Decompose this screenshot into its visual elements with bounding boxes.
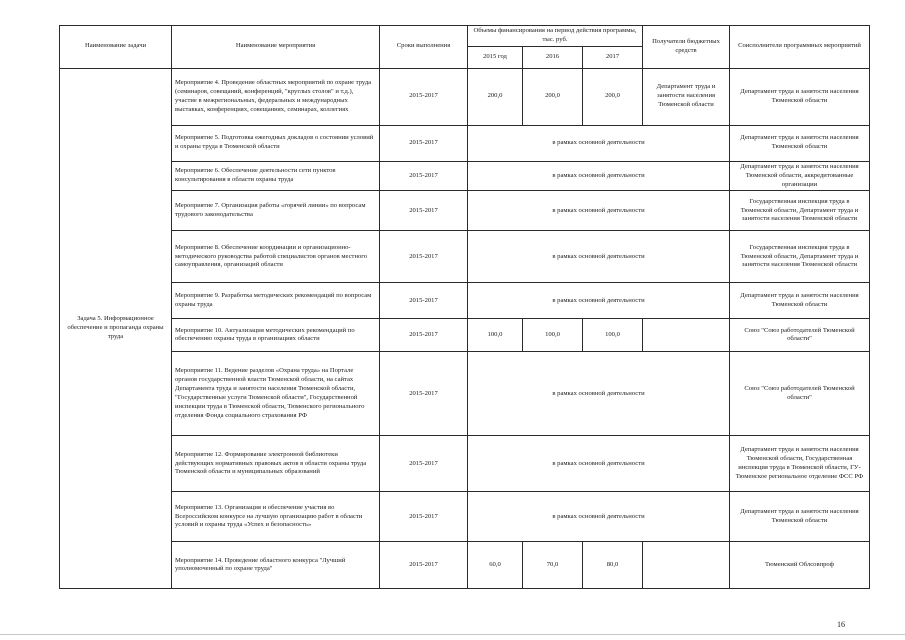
period-cell: 2015-2017 [380,161,468,191]
table-row [60,161,870,191]
funding-2015-cell: 200,0 [468,68,523,125]
table-row [60,231,870,283]
funding-2015-cell: 60,0 [468,542,523,589]
table-row [60,542,870,589]
activity-cell: Мероприятие 5. Подготовка ежегодных докладов о состоянии условий и охраны труда в Тюменской области [172,125,380,161]
table-row [60,352,870,436]
funding-2015-cell: 100,0 [468,319,523,352]
period-cell: 2015-2017 [380,125,468,161]
header-recipients: Получатели бюджетных средств [643,26,730,69]
funding-2016-cell: 70,0 [523,542,583,589]
period-cell: 2015-2017 [380,492,468,542]
header-activity-name: Наименование мероприятия [172,26,380,69]
executor-cell: Департамент труда и занятости населения Тюменской области [730,68,870,125]
funding-note-cell: в рамках основной деятельности [468,352,730,436]
period-cell: 2015-2017 [380,319,468,352]
header-task-name: Наименование задачи [60,26,172,69]
activity-cell: Мероприятие 12. Формирование электронной библиотеки действующих нормативных правовых актов в области охраны труда Тюменской области и муниципальных образований [172,436,380,492]
scan-edge-divider [0,634,905,635]
funding-note-cell: в рамках основной деятельности [468,191,730,231]
period-cell: 2015-2017 [380,191,468,231]
table-row [60,283,870,319]
funding-note-cell: в рамках основной деятельности [468,436,730,492]
activity-cell: Мероприятие 14. Проведение областного конкурса "Лучший уполномоченный по охране труда" [172,542,380,589]
header-row-1 [60,26,870,47]
period-cell: 2015-2017 [380,231,468,283]
executor-cell: Департамент труда и занятости населения Тюменской области [730,492,870,542]
period-cell: 2015-2017 [380,542,468,589]
header-executors: Соисполнители программных мероприятий [730,26,870,69]
executor-cell: Департамент труда и занятости населения Тюменской области, Государственная инспекция труда в Тюменской области, ГУ-Тюменское региональное отделение ФСС РФ [730,436,870,492]
header-year-2016: 2016 [523,46,583,68]
executor-cell: Департамент труда и занятости населения Тюменской области, аккредитованные организации [730,161,870,191]
funding-2016-cell: 200,0 [523,68,583,125]
table-row [60,191,870,231]
table-row [60,125,870,161]
header-funding: Объемы финансирования на период действия программы, тыс. руб. [468,26,643,47]
recipient-cell [643,319,730,352]
funding-note-cell: в рамках основной деятельности [468,283,730,319]
funding-2016-cell: 100,0 [523,319,583,352]
program-activities-table [59,25,870,589]
page-number: 16 [837,620,845,629]
table-row [60,68,870,125]
header-year-2015: 2015 год [468,46,523,68]
table-row [60,319,870,352]
header-deadline: Сроки выполнения [380,26,468,69]
period-cell: 2015-2017 [380,68,468,125]
table-row [60,492,870,542]
executor-cell: Департамент труда и занятости населения Тюменской области [730,283,870,319]
activity-cell: Мероприятие 8. Обеспечение координации и организационно-методического руководства работой специалистов органов местного самоуправления, организаций области [172,231,380,283]
executor-cell: Государственная инспекция труда в Тюменской области, Департамент труда и занятости населения Тюменской области [730,231,870,283]
header-year-2017: 2017 [583,46,643,68]
executor-cell: Государственная инспекция труда в Тюменской области, Департамент труда и занятости населения Тюменской области [730,191,870,231]
period-cell: 2015-2017 [380,352,468,436]
activity-cell: Мероприятие 9. Разработка методических рекомендаций по вопросам охраны труда [172,283,380,319]
funding-2017-cell: 200,0 [583,68,643,125]
recipient-cell: Департамент труда и занятости населения Тюменской области [643,68,730,125]
activity-cell: Мероприятие 7. Организация работы «горячей линии» по вопросам трудового законодательства [172,191,380,231]
executor-cell: Департамент труда и занятости населения Тюменской области [730,125,870,161]
funding-note-cell: в рамках основной деятельности [468,231,730,283]
funding-2017-cell: 100,0 [583,319,643,352]
period-cell: 2015-2017 [380,283,468,319]
executor-cell: Союз "Союз работодателей Тюменской области" [730,352,870,436]
activity-cell: Мероприятие 10. Актуализация методических рекомендаций по обеспечению охраны труда в организациях области [172,319,380,352]
period-cell: 2015-2017 [380,436,468,492]
executor-cell: Тюменский Облсовпроф [730,542,870,589]
executor-cell: Союз "Союз работодателей Тюменской области" [730,319,870,352]
activity-cell: Мероприятие 6. Обеспечение деятельности сети пунктов консультирования в области охраны труда [172,161,380,191]
funding-note-cell: в рамках основной деятельности [468,161,730,191]
activity-cell: Мероприятие 11. Ведение разделов «Охрана труда» на Портале органов государственной власти Тюменской области, на сайтах Департамента труда и занятости населения Тюменской области, "Государственные услуги Тюменской области", Государственной инспекции труда в Тюменской области, Тюменского регионального отделения Фонда социального страхования РФ [172,352,380,436]
funding-note-cell: в рамках основной деятельности [468,125,730,161]
funding-note-cell: в рамках основной деятельности [468,492,730,542]
activity-cell: Мероприятие 4. Проведение областных мероприятий по охране труда (семинаров, совещаний, конференций, "круглых столов" и т.д.), участие в межрегиональных, федеральных и международных выставках, конференциях, совещаниях, семинарах, коллегиях [172,68,380,125]
activity-cell: Мероприятие 13. Организация и обеспечение участия во Всероссийском конкурсе на лучшую организацию работ в области условий и охраны труда «Успех и безопасность» [172,492,380,542]
funding-2017-cell: 80,0 [583,542,643,589]
task-cell: Задача 5. Информационное обеспечение и пропаганда охраны труда [60,68,172,589]
recipient-cell [643,542,730,589]
table-row [60,436,870,492]
